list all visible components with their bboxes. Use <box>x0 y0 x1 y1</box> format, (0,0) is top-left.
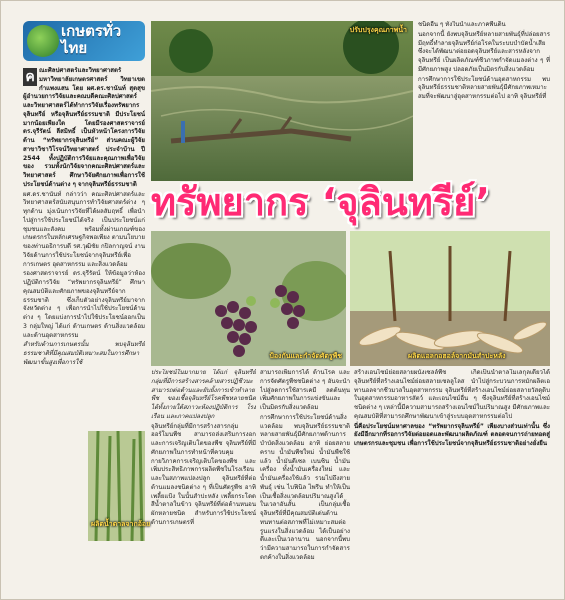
intro-paragraph: ณะศิลปศาสตร์และวิทยาศาสตร์ มหาวิทยาลัยเกษตรศาสตร์ วิทยาเขตกำแพงแสน โดย ผศ.ดร.ชานันท์ สุดสุข ผู้อำนวยการวิจัยและคณบดีคณะศิลปศาสตร์และวิทยาศาสตร์ได้ทำการวิจัยเรื่องทรัพยากรจุลินทรีย์ หรือจุลินทรีย์ธรรมชาติ มีประโยชน์มากน้อยเพียงใด โดยมีรองศาสตราจารย์ ดร.จุรีรัตน์ ลีสมิทธิ์ เป็นหัวหน้าโครงการวิจัยด้าน “ทรัพยากรจุลินทรีย์” ส่วนคณะผู้วิจัยสาขาวิชาวิโรจน์วิทยาศาสตร์ ประจำบ้าน ปี 2544 ทั้งปฏิบัติการวิจัยและคุณภาพเพื่อวิจัยของ รวมทั้งนักวิจัยจากคณะศิลปศาสตร์และวิทยาศาสตร์ ศึกษาวิจัยศักยภาพเพื่อการใช้ประโยชน์ด้านต่าง ๆ จากจุลินทรีย์ธรรมชาติ <box>23 67 145 188</box>
body-paragraph: สำหรับด้านการเกษตรนั้น พบจุลินทรีย์ธรรมชาติที่มีคุณสมบัติเหมาะสมในการศึกษาพัฒนาขั้นสูงเพื่อการใช้ <box>23 341 145 366</box>
cassava-caption: ผลิตแอลกอฮอล์จากมันสำปะหลัง <box>408 352 506 360</box>
grapes-photo <box>151 231 346 366</box>
pond-image <box>151 21 413 181</box>
body-paragraph: ชนิดอื่น ๆ ทั้งในน้ำและภาคพื้นดิน <box>418 21 506 28</box>
body-paragraph: ผศ.ดร.ชานันท์ กล่าวว่า คณะศิลปศาสตร์และวิทยาศาสตร์สนับสนุนการทำวิจัยศาสตร์ต่าง ๆ ทุกด้าน มุ่งเน้นการวิจัยที่ได้ผลสัมฤทธิ์ เพื่อนำไปสู่การใช้ประโยชน์ได้จริง เป็นประโยชน์แก่ชุมชนและสังคม พร้อมทั้งผ่านเกณฑ์ของเกษตรกรในหลักเศรษฐกิจพอเพียง ตามนโยบายของท่านอธิการบดี รศ.วุฒิชัย กปิลกาญจน์ งานวิจัยด้านการใช้ประโยชน์จากจุลินทรีย์เพื่อการเกษตร อุตสาหกรรม และสิ่งแวดล้อม <box>23 190 145 268</box>
body-paragraph: จุลินทรีย์กลุ่มที่มีการสร้างสารกลุ่มฮอร์โมนพืช สามารถส่งเสริมการงอกและการเจริญเติบโตของพืช จุลินทรีย์ที่มีศักยภาพในการทำหน้าที่ควบคุมกายวิภาคการเจริญเติบโตของพืช และเพิ่มประสิทธิภาพการผลิตพืชในโรงเรือน และในสภาพแปลงปลูก จุลินทรีย์ที่ต่อต้านแมลงชนิดต่าง ๆ ที่เป็นศัตรูพืช อาทิ เพลี้ยแป้ง ในนั้นสำปะหลัง เพลี้ยกระโดดสีน้ำตาลในข้าว จุลินทรีย์ที่ต่อต้านหนอนผักหลายชนิด สำหรับการใช้ประโยชน์ด้านการเกษตรที่ <box>151 422 256 526</box>
body-paragraph: การศึกษาการใช้ประโยชน์ด้านสิ่งแวดล้อม พบจุลินทรีย์ธรรมชาติหลายสายพันธุ์มีศักยภาพด้านการบำบัดสิ่งแวดล้อม อาทิ ย่อยสลายคราบ น้ำมันพืชใหม่ น้ำมันพืชใช้แล้ว น้ำมันดีเซล เบนซิน น้ำมันเครื่อง ทั้งน้ำมันเครื่องใหม่ และน้ำมันเครื่องใช้แล้ว รวมไปถึงสายพันธุ์ เช่น ไบฟินิล ไพรีน ทำให้เป็นเป็นเชื้อสิ่งแวดล้อมปริมาณสูงได้ในเวลาอันสั้น เป็นกลุ่มเชื้อจุลินทรีย์ที่มีคุณสมบัติเด่นด้าน ทนทานต่อสภาพที่ไม่เหมาะสมต่อรูนแรงในสิ่งแวดล้อม ได้เป็นอย่างดีและเป็นเวลานาน นอกจากนี้พบว่ามีความสามารถในการกำจัดสารตกค้างในสิ่งแวดล้อม <box>260 413 350 561</box>
body-paragraph: รองศาสตราจารย์ ดร.จุรีรัตน์ ให้ข้อมูลว่าห้องปฏิบัติการวิจัย “ทรัพยากรจุลินทรีย์” ศึกษาคุณสมบัติและศักยภาพของจุลินทรีย์จากธรรมชาติ ซึ่งเก็บตัวอย่างจุลินทรีย์มาจากจังหวัดต่าง ๆ เพื่อการนำไปใช้ประโยชน์ด้านต่าง ๆ โดยแบ่งการนำไปใช้ประโยชน์ออกเป็น 3 กลุ่มใหญ่ ได้แก่ ด้านเกษตร ด้านสิ่งแวดล้อม และด้านอุตสาหกรรม <box>23 270 145 339</box>
right-column-bottom <box>260 369 350 589</box>
far-right-column-bottom <box>354 369 550 589</box>
cassava-photo <box>350 231 550 366</box>
body-paragraph: การศึกษาการใช้ประโยชน์ด้านอุตสาหกรรม พบจุลินทรีย์ธรรมชาติหลายสายพันธุ์มีศักยภาพเหมาะสมที่จะพัฒนาสู่อุตสาหกรรมต่อไป อาทิ จุลินทรีย์ที่ <box>418 75 550 100</box>
grapes-caption: ป้องกันและกำจัดศัตรูพืช <box>269 352 342 360</box>
body-paragraph: สามารถเพิ่มการได้ ด้านโรค และการจัดศัตรูพืชชนิดต่าง ๆ อันจะนำไปสู่ลดการใช้สารเคมี ลดต้นทุน เพิ่มศักยภาพในการแข่งขันและเป็นมิตรกับสิ่งแวดล้อม <box>260 369 350 411</box>
sugarcane-caption: ผลิตน้ำตาลจากอ้อย <box>91 520 151 528</box>
masthead-title: เกษตรทั่วไทย <box>61 22 122 57</box>
article-headline: ทรัพยากร ‘จุลินทรีย์’ <box>151 180 490 224</box>
cassava-image <box>350 231 550 366</box>
grapes-image <box>151 231 346 366</box>
leaf-logo-icon <box>27 25 59 57</box>
section-masthead <box>23 21 145 61</box>
body-paragraph: นอกจากนี้ ยังพบจุลินทรีย์หลายสายพันธุ์ที่ปล่อยสารมีฤทธิ์ทำลายจุลินทรีย์ก่อโรคในระบบบำบัดน้ำเสีย ซึ่งจะได้พัฒนาต่อยอดจุลินทรีย์และสารหลังจากจุลินทรีย์ เป็นผลิตภัณฑ์ชีวภาพกำจัดแมลงต่าง ๆ ที่มีศักยภาพสูง ปลอดภัยเป็นมิตรกับสิ่งแวดล้อม <box>418 30 550 73</box>
right-column-top <box>418 21 550 183</box>
closing-paragraph: นี่คือประโยชน์มหาศาลของ “ทรัพยากรจุลินทรีย์” เพียงบางส่วนเท่านั้น ซึ่งยังมีอีกมากที่รอการวิจัยต่อยอดและพัฒนาผลิตภัณฑ์ ตลอดจนการถ่ายทอดสู่เกษตรกรและชุมชน เพื่อการใช้ประโยชน์จากจุลินทรีย์ธรรมชาติอย่างยั่งยืน <box>354 422 550 447</box>
middle-column-bottom <box>151 369 256 589</box>
pond-photo <box>151 21 413 181</box>
body-paragraph: สร้างเอนไซม์ย่อยสลายผนังเซลล์พืช เกิดเป็นน้ำตาลโมเลกุลเดี่ยวได้ จุลินทรีย์ที่สร้างเอนไซม์ย่อยสลายเซลลูโลส นำไปสู่กระบวนการหมักผลิตเอทานอลจากชีวมวลในอุตสาหกรรม จุลินทรีย์ที่สร้างเอนไซม์ย่อยสลายวัสดุดิบในอุตสาหกรรมอาหารสัตว์ และเอนไซม์อื่น ๆ ซึ่งจุลินทรีย์ที่สร้างเอนไซม์ชนิดต่าง ๆ เหล่านี้มีความสามารถสร้างเอนไซม์ในปริมาณสูง มีศักยภาพและคุณสมบัติที่สามารถศึกษาพัฒนาเข้าสู่ระบบอุตสาหกรรมต่อไป <box>354 369 550 420</box>
pond-caption: ปรับปรุงคุณภาพน้ำ <box>349 26 407 34</box>
drop-cap: ค <box>23 68 37 86</box>
body-paragraph: ประโยชน์ในมากมาย ได้แก่ จุลินทรีย์กลุ่มที่มีการสร้างสารคล้ายสารปฏิชีวนะ สามารถต่อต้านและยับยั้งการเข้าทำลายพืช ของเชื้อจุลินทรีย์โรคพืชหลายชนิด ได้ทั้งภายใต้สภาวะห้องปฏิบัติการ โรงเรือน และภาคแปลงปลูก <box>151 369 256 420</box>
